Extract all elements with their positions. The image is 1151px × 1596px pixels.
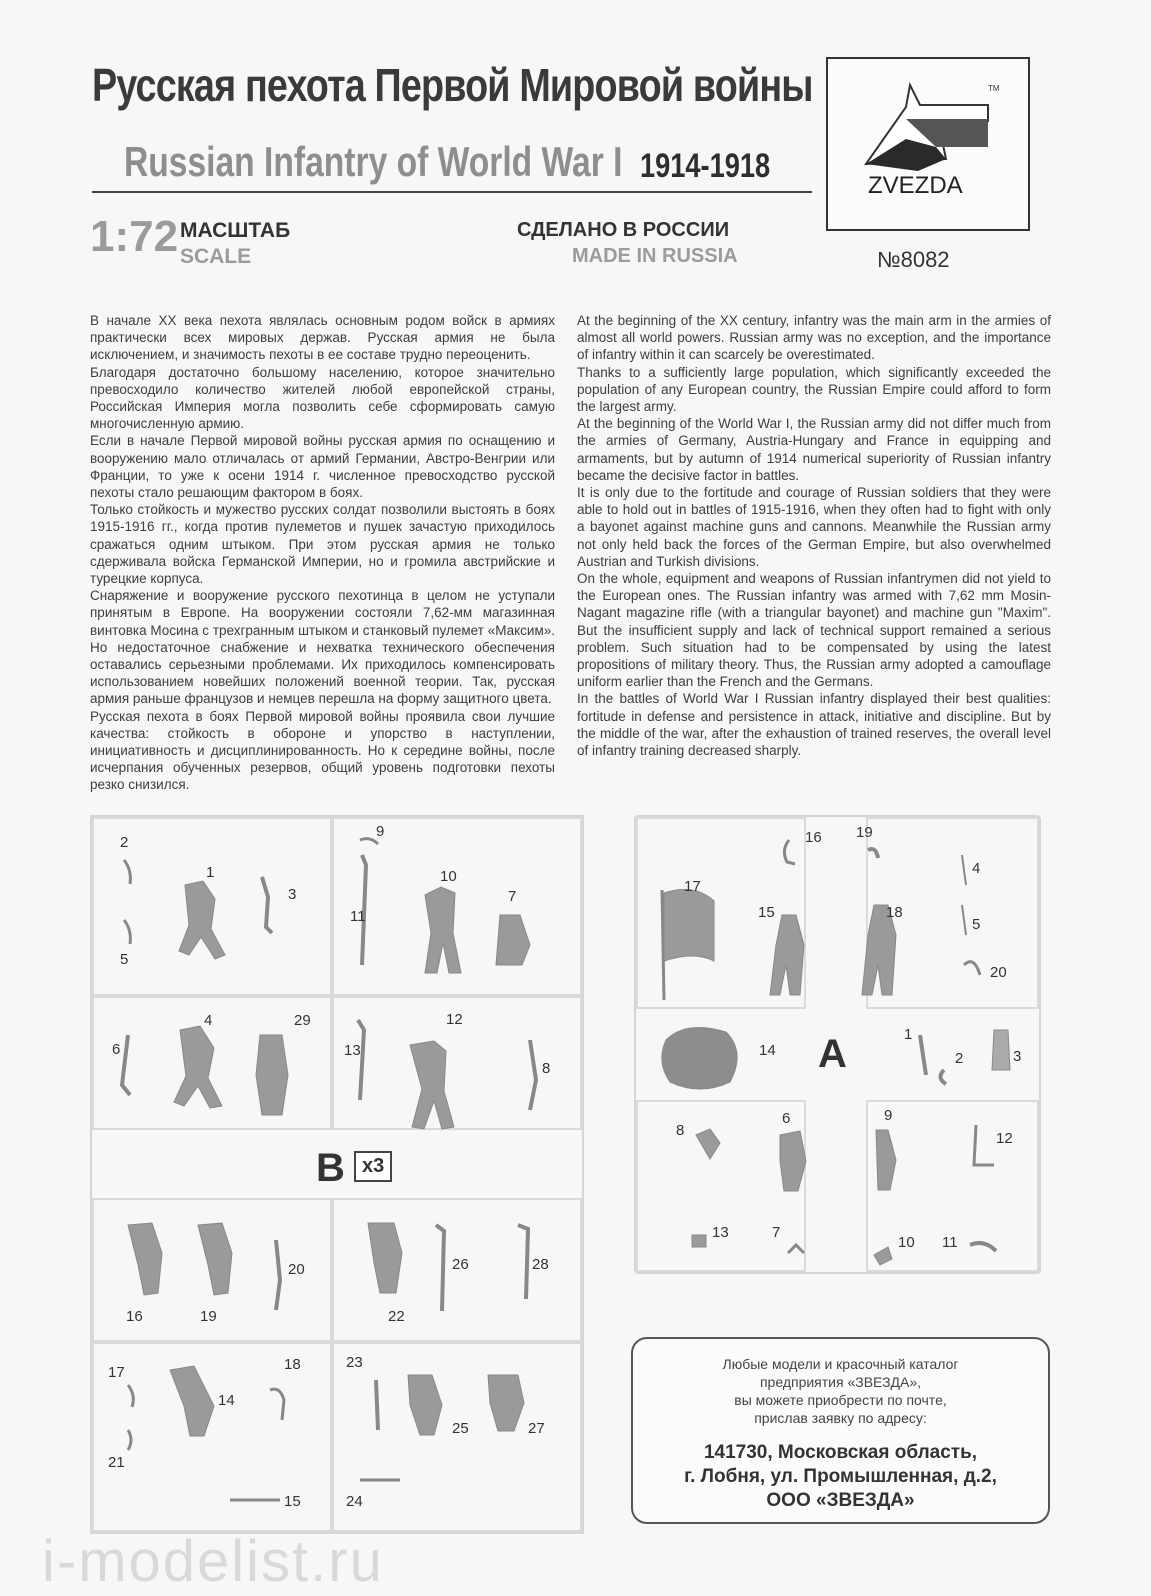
part-2 <box>124 860 130 884</box>
part-label: 1 <box>206 864 215 881</box>
part-17 <box>128 1385 133 1407</box>
part-label: 27 <box>528 1420 545 1437</box>
soldier-12 <box>410 1041 454 1129</box>
part-label: 6 <box>112 1041 121 1058</box>
soldier-4 <box>174 1026 222 1108</box>
part-label: 19 <box>856 824 873 841</box>
part-10 <box>874 1247 892 1265</box>
part-6 <box>780 1131 806 1191</box>
part-label: 16 <box>805 829 822 846</box>
paragraph: Thanks to a sufficiently large population, which significantly exceeded the population of any European country, the Russian Empire could afford to form the largest army. <box>577 364 1051 415</box>
part-label: 9 <box>376 823 385 840</box>
part-label: 22 <box>388 1308 405 1325</box>
part-label: 1 <box>904 1026 913 1043</box>
part-label: 4 <box>204 1012 213 1029</box>
watermark: i-modelist.ru <box>42 1529 384 1594</box>
part-label: 7 <box>508 888 517 905</box>
part-label: 9 <box>884 1107 893 1124</box>
history-text-en <box>577 312 1051 759</box>
part-16 <box>784 840 795 864</box>
part-9 <box>876 1130 896 1190</box>
made-in-russia-en: MADE IN RUSSIA <box>572 245 738 267</box>
postal-address-line: ООО «ЗВЕЗДА» <box>766 1490 915 1511</box>
rifle-13 <box>358 1020 364 1100</box>
part-7 <box>788 1245 804 1253</box>
part-label: 18 <box>284 1356 301 1373</box>
paragraph: At the beginning of the World War I, the Russian army did not differ much from the armies of Germany, Austria-Hungary and France in equipping and armaments, but by autumn of 1914 numerical superiority of Russian infantry became the decisive factor in battles. <box>577 416 1051 483</box>
flag-17 <box>664 889 714 961</box>
paragraph: Снаряжение и вооружение русского пехотинца в целом не уступали принятым в Европе. На вооружении состояли 7,62-мм магазинная винтовка Мосина с трехгранным штыком и станковый пулемет «Максим». Но недостаточное снабжение и нехватка технического обеспечения оставались серьезными проблемами. Их приходилось компенсировать использованием новейших положений военной теории. Так, русская армия раньше французов и немцев перешла на форму защитного цвета. <box>90 588 555 707</box>
part-label: 4 <box>972 860 981 877</box>
order-address-box <box>631 1337 1050 1524</box>
groundsheet-14 <box>662 1028 737 1090</box>
zvezda-star-flag-logo-icon <box>828 59 1028 229</box>
soldier-14 <box>170 1366 214 1436</box>
part-label: 18 <box>886 904 903 921</box>
part-label: 25 <box>452 1420 469 1437</box>
part-4 <box>962 855 966 885</box>
part-label: 6 <box>782 1110 791 1127</box>
part-label: 15 <box>284 1493 301 1510</box>
part-label: 8 <box>542 1060 551 1077</box>
part-label: 17 <box>684 878 701 895</box>
part-20 <box>964 962 980 975</box>
rifle-26 <box>436 1225 444 1311</box>
part-label: 17 <box>108 1364 125 1381</box>
part-label: 29 <box>294 1012 311 1029</box>
part-label: 16 <box>126 1308 143 1325</box>
soldier-19 <box>198 1223 232 1295</box>
sprue-b-multiplier: x3 <box>354 1151 392 1182</box>
part-label: 24 <box>346 1493 363 1510</box>
paragraph: Если в начале Первой мировой войны русская армия по оснащению и вооружению мало отличалась от армий Германии, Австро-Венгрии или Франции, то уже к осени 1914 г. численное превосходство русской пехоты стало решающим фактором в боях. <box>90 433 555 501</box>
soldier-1 <box>179 881 225 959</box>
part-label: 11 <box>942 1234 958 1251</box>
paragraph: At the beginning of the XX century, infantry was the main arm in the armies of almost all world powers. Russian army was no exception, and the importance of infantry within it can scarcely be overestimated. <box>577 313 1051 363</box>
paragraph: On the whole, equipment and weapons of Russian infantrymen did not yield to the European ones. The Russian infantry was armed with 7,62 mm Mosin-Nagant magazine rifle (with a triangular bayonet) and machine gun "Maxim". But the insufficient supply and lack of technical support remained a serious problem. Such situation had to be compensated by using the latest propositions of military theory. Thus, the Russian army adopted a camouflage uniform earlier than the French and the Germans. <box>577 571 1051 690</box>
address-note-line: вы можете приобрести по почте, <box>734 1392 947 1408</box>
part-12 <box>974 1125 994 1165</box>
part-label: 3 <box>288 886 297 903</box>
part-5 <box>124 920 130 944</box>
soldier-29 <box>256 1035 288 1115</box>
part-label: 21 <box>108 1454 125 1471</box>
soldier-16 <box>128 1223 162 1295</box>
part-label: 28 <box>532 1256 549 1273</box>
rifle-3 <box>262 877 272 933</box>
part-8 <box>696 1129 720 1159</box>
scale-label-en: SCALE <box>180 245 252 268</box>
soldier-10 <box>425 887 461 973</box>
postal-address-line: г. Лобня, ул. Промышленная, д.2, <box>684 1466 997 1487</box>
address-note-line: Любые модели и красочный каталог <box>722 1356 959 1372</box>
rifle-28 <box>518 1225 528 1299</box>
part-label: 14 <box>759 1042 776 1059</box>
sprue-b-parts <box>90 815 580 1530</box>
title-english: Russian Infantry of World War I <box>124 138 623 185</box>
part-label: 20 <box>990 964 1007 981</box>
part-5 <box>962 905 966 935</box>
part-label: 20 <box>288 1261 305 1278</box>
part-3 <box>992 1030 1010 1070</box>
title-rule <box>92 191 812 193</box>
years: 1914-1918 <box>640 147 771 185</box>
part-label: 2 <box>955 1050 964 1067</box>
paragraph: В начале XX века пехота являлась основным родом войск в армиях практически всех мировых держав. Русская армия не была исключением, и значимость пехоты в ее составе трудно переоценить. <box>90 313 555 363</box>
address-note-line: предприятия «ЗВЕЗДА», <box>759 1374 922 1390</box>
soldier-22 <box>368 1223 402 1293</box>
part-label: 23 <box>346 1354 363 1371</box>
part-label: 12 <box>446 1011 463 1028</box>
trademark: TM <box>988 84 1000 93</box>
part-label: 15 <box>758 904 775 921</box>
paragraph: Только стойкость и мужество русских солдат позволили выстоять в боях 1915-1916 гг., когда против пулеметов и пушек зачастую приходилось сражаться одним штыком. При этом русская армия не только сдерживала войска Германской Империи, но и громила австрийские и турецкие корпуса. <box>90 502 555 587</box>
soldier-7 <box>496 915 530 965</box>
part-13 <box>692 1235 706 1247</box>
part-label: 10 <box>440 868 457 885</box>
part-label: 13 <box>344 1042 361 1059</box>
part-label: 3 <box>1013 1048 1022 1065</box>
part-2 <box>940 1070 946 1084</box>
soldier-15 <box>770 915 804 995</box>
paragraph: It is only due to the fortitude and courage of Russian soldiers that they were able to hold out in battles of 1915-1916, when they often had to fight with only a bayonet against machine guns and cannons. Meanwhile the Russian army not only held back the forces of the German Empire, but also overwhelmed Austrian and Turkish divisions. <box>577 485 1051 569</box>
part-label: 2 <box>120 834 129 851</box>
part-label: 12 <box>996 1130 1013 1147</box>
paragraph: Русская пехота в боях Первой мировой войны проявила свои лучшие качества: стойкость в обороне и упорство в наступлении, инициативность и дисциплинированность. Но к середине войны, после исчерпания обученных резервов, общий уровень подготовки пехоты резко снизился. <box>90 708 555 793</box>
zvezda-logo <box>826 57 1030 231</box>
paragraph: Благодаря достаточно большому населению, которое значительно превосходило количество жителей любой европейской страны, Российская Империя могла позволить себе сформировать самую многочисленную армию. <box>90 364 555 432</box>
address-note-line: прислав заявку по адресу: <box>754 1410 927 1426</box>
paragraph: In the battles of World War I Russian infantry displayed their best qualities: fortitude in defense and persistence in attack, initiative and discipline. But by the middle of the war, after the exhaustion of trained reserves, the overall level of infantry training decreased sharply. <box>577 691 1051 759</box>
rifle-23 <box>376 1380 378 1430</box>
scale-value: 1:72 <box>90 212 179 261</box>
brand-name: ZVEZDA <box>868 172 963 199</box>
part-21 <box>128 1430 131 1450</box>
scale-label-ru: МАСШТАБ <box>180 219 291 242</box>
rifle-6 <box>122 1035 130 1095</box>
sprue-b-letter: B <box>316 1146 345 1190</box>
soldier-27 <box>488 1375 524 1431</box>
postal-address-line: 141730, Московская область, <box>703 1442 978 1463</box>
made-in-russia-ru: СДЕЛАНО В РОССИИ <box>517 219 730 241</box>
rifle-8 <box>530 1040 536 1110</box>
part-label: 14 <box>218 1392 235 1409</box>
part-label: 11 <box>350 908 366 925</box>
part-1 <box>920 1035 926 1075</box>
part-18 <box>270 1389 284 1420</box>
part-label: 26 <box>452 1256 469 1273</box>
part-11 <box>970 1243 996 1251</box>
part-label: 19 <box>200 1308 217 1325</box>
part-label: 13 <box>712 1224 729 1241</box>
part-label: 5 <box>120 951 129 968</box>
part-label: 7 <box>772 1224 781 1241</box>
title-russian: Русская пехота Первой Мировой войны <box>92 59 813 111</box>
sprue-a-letter: A <box>818 1032 847 1076</box>
soldier-25 <box>408 1375 442 1435</box>
part-label: 8 <box>676 1122 685 1139</box>
part-label: 5 <box>972 916 981 933</box>
part-label: 10 <box>898 1234 915 1251</box>
part-19 <box>868 849 878 858</box>
history-text-ru <box>90 312 555 794</box>
rifle-20 <box>276 1240 280 1310</box>
catalog-number: №8082 <box>877 247 950 272</box>
